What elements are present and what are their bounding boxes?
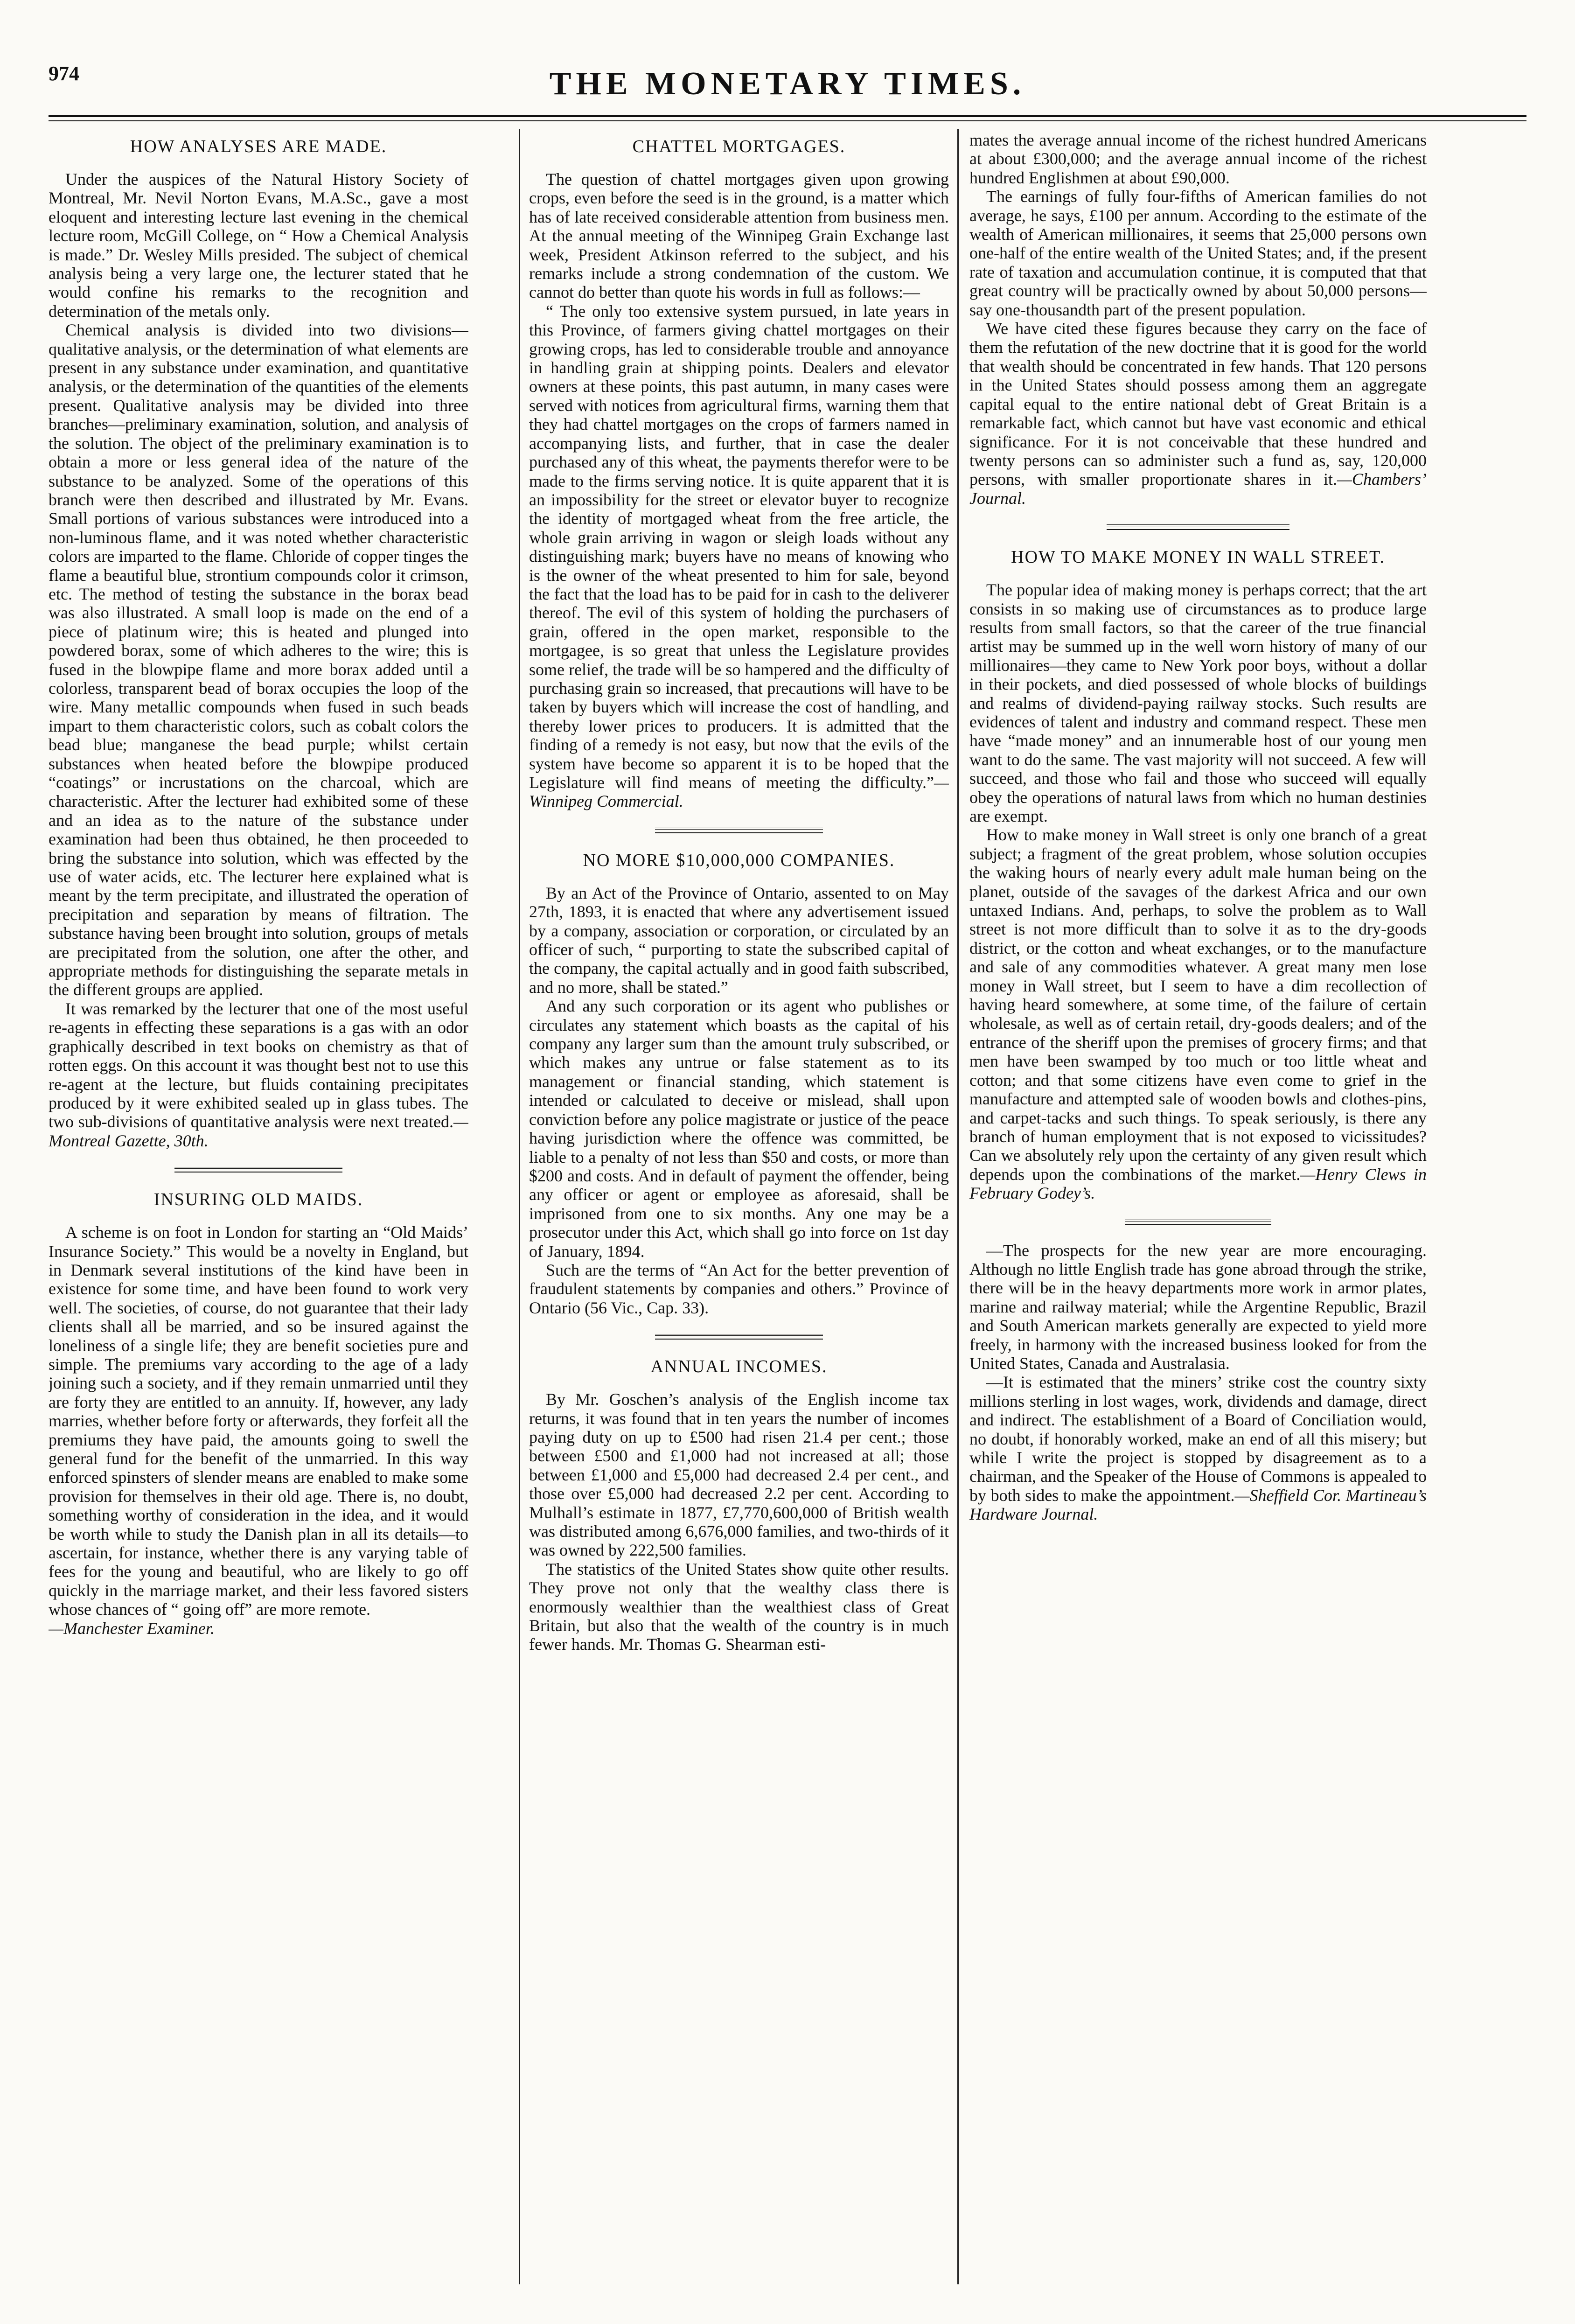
article-divider [174, 1167, 342, 1172]
article-paragraph: Such are the terms of “An Act for the better prevention of fraudulent statements by companies and others.” Province of Ontario (56 Vic., Cap. 33). [529, 1260, 949, 1317]
article-heading: ANNUAL INCOMES. [650, 1357, 828, 1377]
article-insuring-old-maids [49, 1188, 468, 1638]
article-paragraph: A scheme is on foot in London for starting an “Old Maids’ Insurance Society.” This would be a novelty in England, but in Denmark several institutions of the kind have been in existence for some time, and have been found to work very well. The societies, of course, do not guarantee that their lady clients shall all be married, and so be insured against the loneliness of a single life; they are benefit societies pure and simple. The premiums vary according to the age of a lady joining such a society, and if they remain unmarried until they are forty they are entitled to an annuity. If, however, any lady marries, whether before forty or afterwards, they forfeit all the premiums they have paid, the amounts going to swell the general fund for the benefit of the unmarried. In this way enforced spinsters of slender means are enabled to make some provision for themselves in their old age. There is, no doubt, something worthy of consideration in the idea, and it would be worth while to study the Danish plan in all its details—to ascertain, for instance, whether there is any varying table of fees for the young and beautiful, who are likely to go off quickly in the marriage market, and their less favored sisters whose chances of “ going off” are more remote. [49, 1223, 468, 1619]
article-paragraph [969, 319, 1427, 508]
paragraph-text: How to make money in Wall street is only one branch of a great subject; a fragment of the great problem, whose solution occupies the waking hours of nearly every adult male human being on the planet, outside of the savages of the darkest Africa and our own untaxed Indians. And, perhaps, to solve the problem as to Wall street is not more difficult than to solve it as to the dry-goods district, or the cotton and wheat exchanges, or to the manufacture and sale of any commodities whatever. A great many men lose money in Wall street, but I seem to have a dim recollection of having heard somewhere, at some time, of the failure of certain wholesale, as well as of certain retail, dry-goods dealers; and of the entrance of the sheriff upon the premises of grocery firms; and that men have been swamped by too much or too little wheat and cotton; and that some citizens have even come to grief in the manufacture and attempted sale of wooden bowls and clothes-pins, and carpet-tacks and such things. To speak seriously, is there any branch of human employment that is not exposed to vicissitudes? Can we absolutely rely upon the certainty of any given result which depends upon the combinations of the market. [969, 825, 1427, 1184]
article-heading: NO MORE $10,000,000 COMPANIES. [583, 850, 895, 870]
article-paragraph: The statistics of the United States show quite other results. They prove not only that the wealthy class there is enormously wealthier than the wealthiest class of Great Britain, but also that the wealth of the country is in much fewer hands. Mr. Thomas G. Shearman esti- [529, 1559, 949, 1654]
article-paragraph [969, 825, 1427, 1202]
column-divider-1 [519, 129, 520, 2284]
article-divider [655, 828, 823, 833]
article-annual-incomes [529, 1355, 949, 1654]
column-1 [49, 131, 468, 2286]
article-citation: —Sheffield Cor. Martineau’s Hardware Journal. [969, 1486, 1427, 1524]
article-heading: CHATTEL MORTGAGES. [632, 137, 846, 156]
article-heading: HOW ANALYSES ARE MADE. [130, 137, 387, 156]
article-paragraph [49, 999, 468, 1150]
article-heading: INSURING OLD MAIDS. [153, 1190, 363, 1210]
paragraph-text: “ The only too extensive system pursued, in late years in this Province, of farmers giving chattel mortgages on their growing crops, has led to considerable trouble and annoyance in handling grain at shipping points. Dealers and elevator owners at these points, this past autumn, in many cases were served with notices from agricultural firms, warning them that they had chattel mortgages on the crops of farmers named in accompanying lists, and further, that in case the dealer purchased any of this wheat, the payments therefor were to be made to the firms serving notice. It is quite apparent that it is an impossibility for the street or elevator buyer to recognize the identity of mortgaged wheat from the free article, the whole grain arriving in wagon or sleigh loads without any distinguishing mark; buyers have no means of knowing who is the owner of the wheat presented to him for sale, beyond the fact that the load has to be paid for in cash to the deliverer thereof. The evil of this system of holding the purchasers of grain, offered in the open market, responsible to the mortgagee, is so great that unless the Legislature provides some relief, the trade will be so hampered and the difficulty of purchasing grain so increased, that precautions will have to be taken by buyers which will increase the cost of handling, and thereby lower prices to producers. It is admitted that the finding of a remedy is not easy, but now that the evils of the system have become so apparent it is to be hoped that the Legislature will find means of meeting the difficulty.” [529, 301, 949, 792]
article-paragraph: By an Act of the Province of Ontario, assented to on May 27th, 1893, it is enacted that where any advertisement issued by a company, association or corporation, or circulated by an officer of such, “ purporting to state the subscribed capital of the company, the capital actually and in good faith subscribed, and no more, shall be stated.” [529, 883, 949, 997]
article-citation: —Manchester Examiner. [49, 1619, 215, 1638]
article-how-analyses-are-made [49, 135, 468, 1150]
column-2 [529, 131, 949, 2286]
header-rule-thick [49, 115, 1526, 117]
article-citation: —Chambers’ Journal. [969, 470, 1427, 508]
article-citation: —Montreal Gazette, 30th. [49, 1112, 468, 1150]
masthead: THE MONETARY TIMES. [549, 66, 1026, 102]
paragraph-text: It was remarked by the lecturer that one of the most useful re-agents in effecting these separations is a gas with an odor graphically described in text books on chemistry as that of rotten eggs. On this account it was thought best not to use this re-agent at the lecture, but fluids containing precipitates produced by it were exhibited sealed up in glass tubes. The two sub-divisions of quantitative analysis were next treated. [49, 999, 468, 1131]
article-divider [655, 1334, 823, 1340]
article-annual-incomes-continued [969, 131, 1427, 508]
paragraph-text: We have cited these figures because they carry on the face of them the refutation of the new doctrine that it is good for the world that wealth should be concentrated in few hands. That 120 persons in the United States should possess among them an aggregate capital equal to the entire national debt of Great Britain is a remarkable fact, which cannot but have vast economic and ethical significance. For it is not conceivable that these hundred and twenty persons can so administer such a fund as, say, 120,000 persons, with smaller proportionate shares in it. [969, 319, 1427, 489]
article-heading: HOW TO MAKE MONEY IN WALL STREET. [1011, 547, 1385, 567]
article-divider [1107, 524, 1289, 530]
article-no-more-companies [529, 849, 949, 1317]
article-citation: —Winnipeg Commercial. [529, 773, 949, 811]
article-citation: —Henry Clews in February Godey’s. [969, 1165, 1427, 1203]
article-wall-street [969, 546, 1427, 1202]
article-paragraph: And any such corporation or its agent who publishes or circulates any statement which boasts as the capital of his company any larger sum than the amount truly subscribed, or which makes any untrue or false statement as to its management or financial standing, which statement is intended or calculated to deceive or mislead, shall upon conviction before any police magistrate or justice of the peace having jurisdiction where the offence was committed, be liable to a penalty of not less than $50 and costs, or more than $200 and costs. And in default of payment the offender, being any officer or agent or employee as aforesaid, shall be imprisoned from one to six months. Any one may be a prosecutor under this Act, which shall go into force on 1st day of January, 1894. [529, 997, 949, 1261]
article-paragraph: Chemical analysis is divided into two divisions—qualitative analysis, or the determination of what elements are present in any substance under examination, and quantitative analysis, or the determination of the quantities of the elements present. Qualitative analysis may be divided into three branches—preliminary examination, solution, and analysis of the solution. The object of the preliminary examination is to obtain a more or less general idea of the nature of the substance to be analyzed. Some of the operations of this branch were then described and illustrated by Mr. Evans. Small portions of various substances were introduced into a non-luminous flame, and it was noted whether characteristic colors are imparted to the flame. Chloride of copper tinges the flame a beautiful blue, strontium compounds color it crimson, etc. The method of testing the substance in the borax bead was also illustrated. A small loop is made on the end of a piece of platinum wire; this is heated and plunged into powdered borax, some of which adheres to the wire; this is fused in the blowpipe flame and more borax added until a colorless, transparent bead of borax occupies the loop of the wire. Many metallic compounds when fused in such beads impart to them characteristic colors, such as cobalt colors the bead blue; manganese the bead purple; whilst certain substances when heated before the blowpipe produced “coatings” or incrustations on the charcoal, which are characteristic. After the lecturer had exhibited some of these and an idea as to the nature of the substance under examination had been thus obtained, he then proceeded to bring the substance into solution, which was effected by the use of water acids, etc. The lecturer here explained what is meant by the term precipitate, and illustrated the operation of precipitation and separation by means of filtration. The substance having been brought into solution, groups of metals are precipitated from the solution, one after the other, and appropriate methods for distinguishing the separate metals in the different groups are applied. [49, 321, 468, 999]
header-rule-thin [49, 120, 1526, 121]
article-paragraph: The popular idea of making money is perhaps correct; that the art consists in so making use of circumstances as to produce large results from small factors, so that the career of the true financial artist may be summed up in the well worn history of many of our millionaires—they came to New York poor boys, without a dollar in their pockets, and died possessed of whole blocks of buildings and realms of dividend-paying railway stocks. Such results are evidences of talent and industry and command respect. These men have “made money” and an innumerable host of our young men want to do the same. The vast majority will not succeed. A few will succeed, and those who fail and those who succeed will equally obey the operations of natural laws from which no human destinies are exempt. [969, 580, 1427, 825]
column-3 [969, 131, 1427, 2286]
article-paragraph [529, 302, 949, 811]
article-paragraph: The question of chattel mortgages given upon growing crops, even before the seed is in the ground, is a matter which has of late received considerable attention from business men. At the annual meeting of the Winnipeg Grain Exchange last week, President Atkinson referred to the subject, and his remarks include a strong condemnation of the custom. We cannot do better than quote his words in full as follows:— [529, 170, 949, 302]
column-divider-2 [957, 129, 959, 2284]
article-paragraph: Under the auspices of the Natural History Society of Montreal, Mr. Nevil Norton Evans, M.A.Sc., gave a most eloquent and interesting lecture last evening in the chemical lecture room, McGill College, on “ How a Chemical Analysis is made.” Dr. Wesley Mills presided. The subject of chemical analysis being a very large one, the lecturer stated that he would confine his remarks to the recognition and determination of the metals only. [49, 170, 468, 321]
article-paragraph: The earnings of fully four-fifths of American families do not average, he says, £100 per annum. According to the estimate of the wealth of American millionaires, it seems that 25,000 persons own one-half of the entire wealth of the United States; and, if the present rate of taxation and accumulation continue, it is computed that that great country will be practically owned by about 50,000 persons—say one-thousandth part of the present population. [969, 187, 1427, 319]
paragraph-text: —It is estimated that the miners’ strike cost the country sixty millions sterling in lost wages, work, dividends and damage, direct and indirect. The establishment of a Board of Conciliation would, no doubt, if honorably worked, make an end of all this misery; but while I write the project is stopped by disagreement as to a chairman, and the Speaker of the House of Commons is appealed to by both sides to make the appointment. [969, 1373, 1427, 1505]
article-news-notes [969, 1241, 1427, 1524]
article-divider [1125, 1220, 1271, 1225]
article-paragraph: By Mr. Goschen’s analysis of the English income tax returns, it was found that in ten years the number of incomes paying duty on up to £500 had risen 21.4 per cent.; those between £500 and £1,000 had not increased at all; those between £1,000 and £5,000 had decreased 2.4 per cent., and those over £5,000 had decreased 2.2 per cent. According to Mulhall’s estimate in 1877, £7,770,600,000 of British wealth was distributed among 6,676,000 families, and two-thirds of it was owned by 222,500 families. [529, 1390, 949, 1560]
article-paragraph: —The prospects for the new year are more encouraging. Although no little English trade has gone abroad through the strike, there will be in the heavy departments more work in armor plates, marine and railway material; while the Argentine Republic, Brazil and South American markets generally are expected to yield more freely, in harmony with the increased business looked for from the United States, Canada and Australasia. [969, 1241, 1427, 1373]
page-number: 974 [49, 62, 79, 85]
article-paragraph: mates the average annual income of the richest hundred Americans at about £300,000; and the average annual income of the richest hundred Englishmen at about £90,000. [969, 131, 1427, 187]
article-chattel-mortgages [529, 135, 949, 811]
article-paragraph [969, 1373, 1427, 1523]
